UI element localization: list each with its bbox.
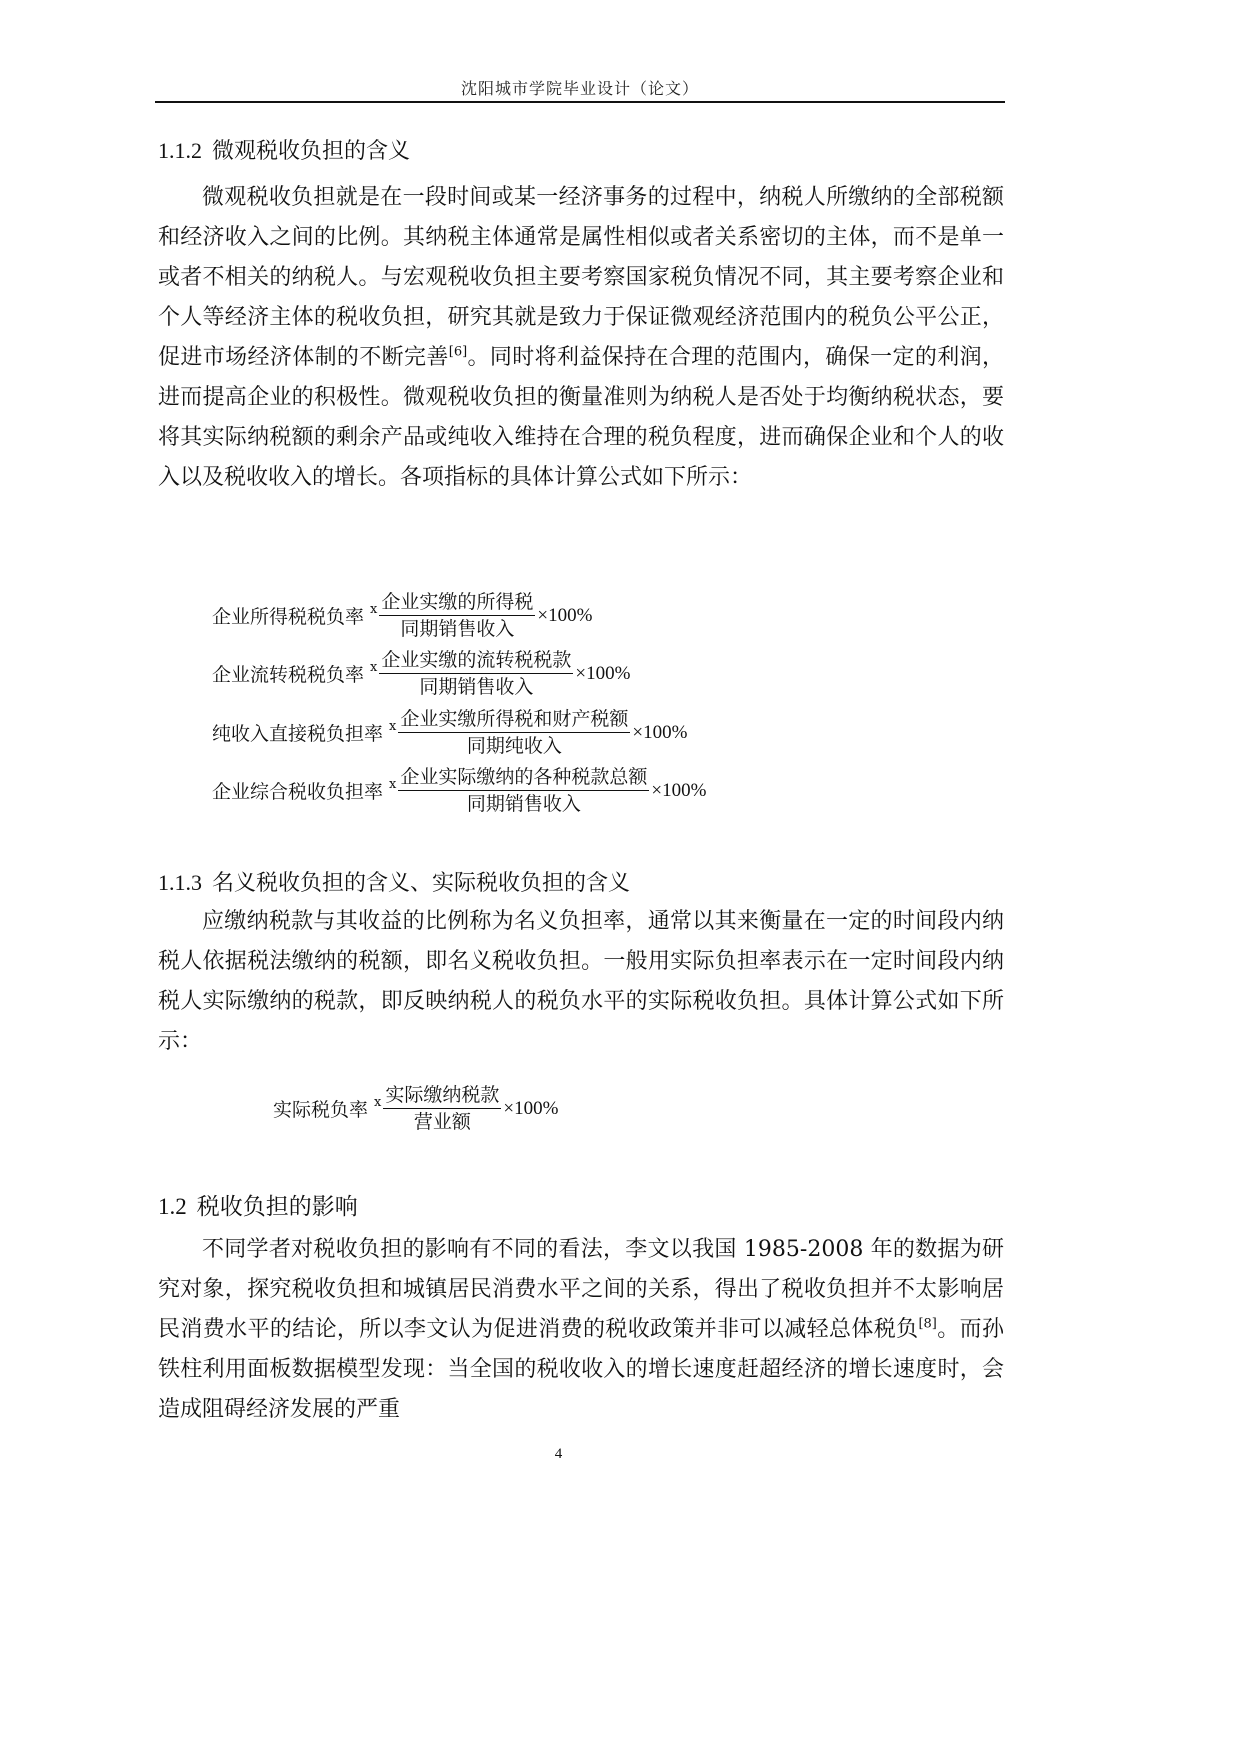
- formula-label: 企业流转税税负率: [212, 664, 365, 686]
- formula-multiplier: ×100%: [537, 604, 593, 626]
- section-number: 1.1.3: [158, 870, 202, 895]
- page-number: 4: [554, 1446, 563, 1462]
- formula-multiplier: ×100%: [651, 779, 707, 801]
- section-heading-1-2: [158, 1188, 358, 1221]
- formula-label: 企业综合税收负担率: [212, 781, 384, 803]
- section-number: 1.2: [158, 1194, 187, 1219]
- formula-actual-tax-rate: [273, 1083, 558, 1134]
- formula-denominator: 同期销售收入: [466, 793, 581, 815]
- section-title: 微观税收负担的含义: [212, 139, 411, 164]
- formula-label: 实际税负率: [273, 1099, 369, 1121]
- section-paragraph-1-1-3: [158, 902, 1004, 1062]
- formula-numerator: 企业实缴的流转税税款: [379, 648, 573, 674]
- header-rule: [155, 101, 1005, 103]
- formula-label: 企业所得税税负率: [212, 606, 365, 628]
- formula-fraction: [379, 590, 535, 641]
- formula-net-income-direct-tax-rate: [212, 707, 687, 758]
- formula-equals-glyph: ⅹ: [370, 602, 378, 617]
- formula-numerator: 企业实际缴纳的各种税款总额: [398, 765, 649, 791]
- formula-multiplier: ×100%: [503, 1097, 559, 1119]
- paragraph-text: 。同时将利益保持在合理的范围内，确保一定的利润，进而提高企业的积极性。微观税收负担的衡量准则为纳税人是否处于均衡纳税状态，要将其实际纳税额的剩余产品或纯收入维持在合理的税负程度，进而确保企业和个人的收入以及税收收入的增长。各项指标的具体计算公式如下所示：: [158, 345, 1004, 490]
- formula-fraction: [383, 1083, 501, 1134]
- formula-equals-glyph: ⅹ: [374, 1095, 382, 1110]
- formula-fraction: [398, 707, 630, 758]
- formula-fraction: [398, 765, 649, 816]
- paragraph-text: 不同学者对税收负担的影响有不同的看法，李文以我国 1985-2008 年的数据为研究对象，探究税收负担和城镇居民消费水平之间的关系，得出了税收负担并不太影响居民消费水平的结论，所以李文认为促进消费的税收政策并非可以减轻总体税负: [158, 1237, 1004, 1342]
- running-header: 沈阳城市学院毕业设计（论文）: [460, 79, 699, 98]
- section-heading-1-1-3: [158, 866, 630, 897]
- formula-equals-glyph: ⅹ: [389, 719, 397, 734]
- formula-multiplier: ×100%: [632, 721, 688, 743]
- formula-equals-glyph: ⅹ: [370, 660, 378, 675]
- section-paragraph-1-1-2: [158, 178, 1004, 498]
- formula-denominator: 同期销售收入: [400, 618, 515, 640]
- formula-income-tax-rate: [212, 590, 592, 641]
- section-heading-1-1-2: [158, 134, 410, 165]
- formula-denominator: 营业额: [413, 1111, 471, 1133]
- formula-denominator: 同期销售收入: [419, 676, 534, 698]
- formula-numerator: 企业实缴所得税和财产税额: [398, 707, 630, 733]
- formula-turnover-tax-rate: [212, 648, 630, 699]
- section-title: 税收负担的影响: [196, 1194, 358, 1220]
- formula-denominator: 同期纯收入: [466, 735, 562, 757]
- paragraph-text: 应缴纳税款与其收益的比例称为名义负担率，通常以其来衡量在一定的时间段内纳税人依据税法缴纳的税额，即名义税收负担。一般用实际负担率表示在一定时间段内纳税人实际缴纳的税款，即反映纳税人的税负水平的实际税收负担。具体计算公式如下所示：: [158, 909, 1004, 1054]
- formula-overall-tax-rate: [212, 765, 706, 816]
- citation-ref: [6]: [448, 344, 468, 360]
- paragraph-text: 微观税收负担就是在一段时间或某一经济事务的过程中，纳税人所缴纳的全部税额和经济收入之间的比例。其纳税主体通常是属性相似或者关系密切的主体，而不是单一或者不相关的纳税人。与宏观税收负担主要考察国家税负情况不同，其主要考察企业和个人等经济主体的税收负担，研究其就是致力于保证微观经济范围内的税负公平公正，促进市场经济体制的不断完善: [158, 185, 1004, 370]
- formula-multiplier: ×100%: [575, 662, 631, 684]
- formula-equals-glyph: ⅹ: [389, 777, 397, 792]
- section-number: 1.1.2: [158, 138, 202, 163]
- formula-numerator: 企业实缴的所得税: [379, 590, 535, 616]
- paragraph-text: 。而孙铁柱利用面板数据模型发现：当全国的税收收入的增长速度赶超经济的增长速度时，会造成阻碍经济发展的严重: [158, 1317, 1004, 1422]
- formula-label: 纯收入直接税负担率: [212, 723, 384, 745]
- formula-numerator: 实际缴纳税款: [383, 1083, 501, 1109]
- citation-ref: [8]: [918, 1316, 937, 1332]
- formula-fraction: [379, 648, 573, 699]
- section-paragraph-1-2: [158, 1230, 1004, 1430]
- section-title: 名义税收负担的含义、实际税收负担的含义: [212, 871, 631, 896]
